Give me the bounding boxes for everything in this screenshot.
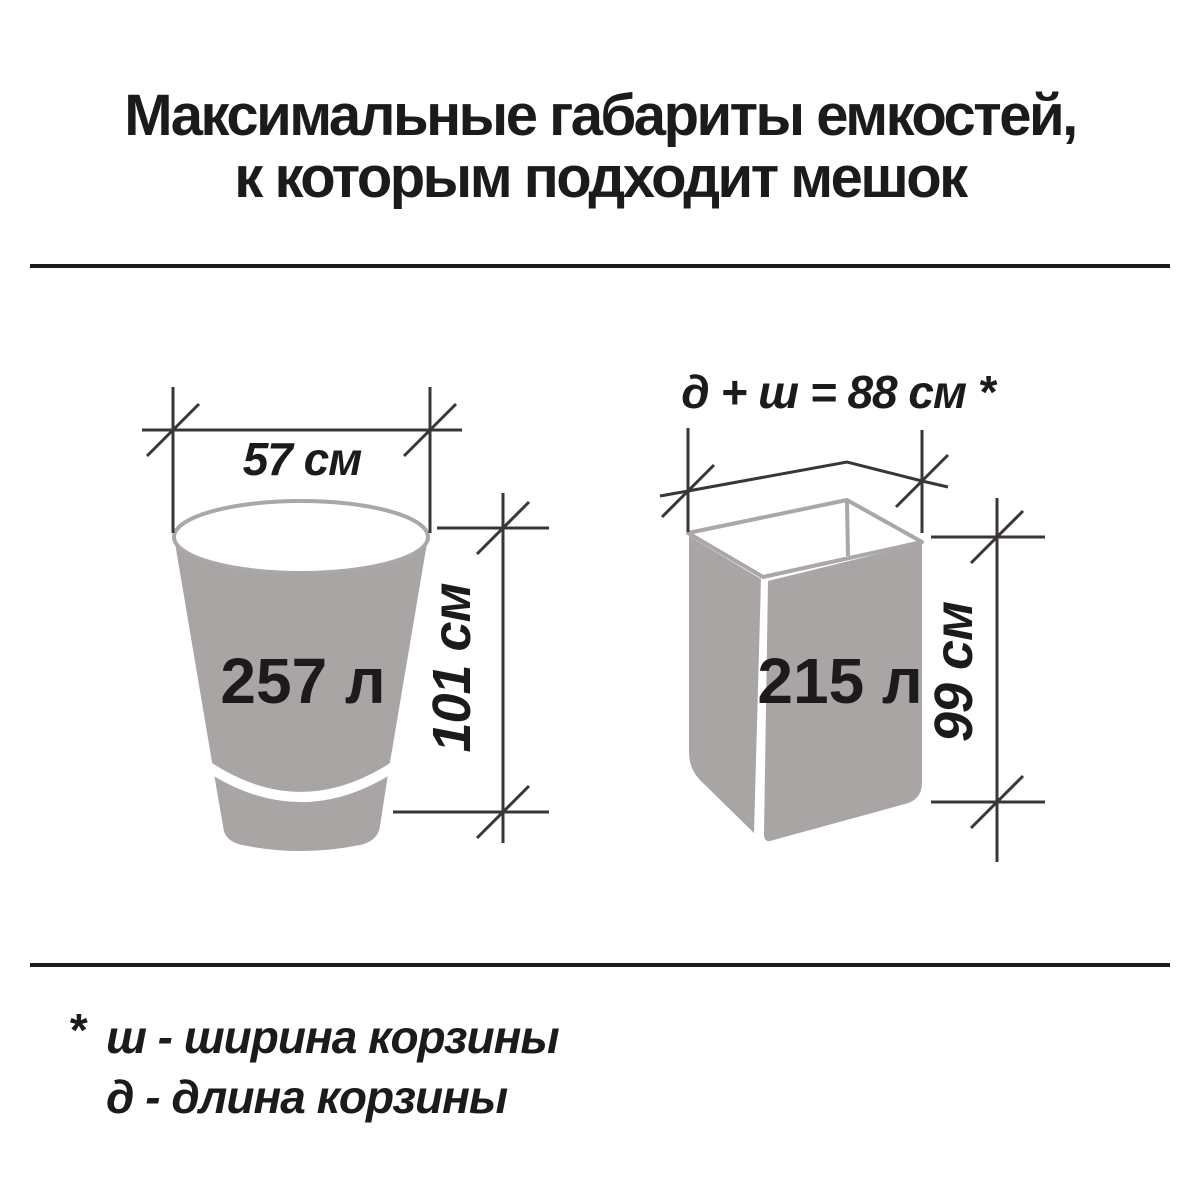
bucket-volume-label: 257 л: [220, 645, 386, 717]
bucket-figure: [174, 501, 428, 851]
bucket-height-label: 101 см: [422, 583, 482, 753]
bucket-rim: [174, 501, 428, 573]
footnote: [30, 965, 1170, 1123]
box-inner-edge: [847, 502, 848, 556]
footnote-line-2: д - длина корзины: [106, 1071, 508, 1123]
footnote-line-1: ш - ширина корзины: [106, 1011, 559, 1063]
dimension-line: [660, 462, 948, 496]
title-line-1: Максимальные габариты емкостей,: [124, 83, 1076, 148]
box-figure: [688, 500, 923, 841]
box-dimension-formula: д + ш = 88 см *: [681, 366, 995, 418]
bucket-width-label: 57 см: [242, 433, 362, 485]
box-height-label: 99 см: [924, 601, 984, 743]
header: [30, 83, 1170, 266]
title-line-2: к которым подходит мешок: [234, 145, 966, 210]
footnote-marker: *: [68, 1004, 85, 1056]
box-height-dimension: [924, 498, 1045, 862]
box-volume-label: 215 л: [757, 645, 923, 717]
box-left-face: [689, 536, 761, 833]
